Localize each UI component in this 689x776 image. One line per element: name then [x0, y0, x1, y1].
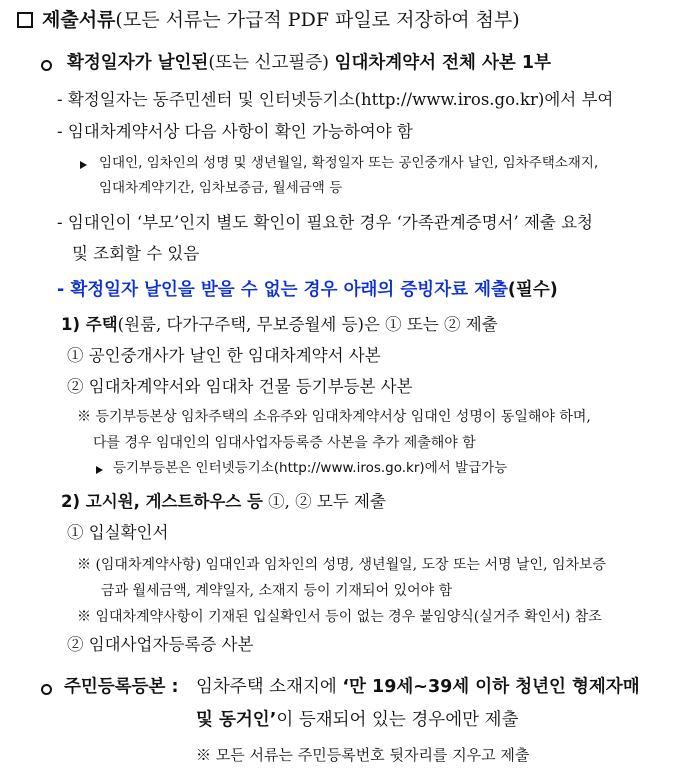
required-evidence-notice: - 확정일자 날인을 받을 수 없는 경우 아래의 증빙자료 제출	[57, 280, 508, 300]
document-title	[42, 9, 520, 33]
option-1: ① 공인중개사가 날인 한 임대차계약서 사본	[67, 346, 381, 365]
section2-line-1	[196, 677, 640, 699]
note-line-3: ※ 임대차계약사항이 기재된 입실확인서 등이 없는 경우 붙임양식(실거주 확인서) 참조	[77, 609, 602, 625]
bullet-line-1: 임대인, 임차인의 성명 및 생년월일, 확정일자 또는 공인중개사 날인, 임차주택소재지,	[99, 155, 599, 171]
option-4: ② 임대사업자등록증 사본	[67, 635, 254, 654]
note-line-2: ※ (임대차계약사항) 임대인과 임차인의 성명, 생년월일, 도장 또는 서명 날인, 임차보증	[77, 557, 607, 573]
subheading-2-bold: 2) 고시원, 게스트하우스 등	[61, 492, 263, 511]
option-2: ② 임대차계약서와 임대차 건물 등기부등본 사본	[67, 377, 413, 396]
title-bold: 제출서류	[42, 9, 116, 31]
detail-line-3-cont: 및 조회할 수 있음	[72, 244, 200, 263]
subheading-1	[61, 315, 498, 336]
detail-line-4	[57, 280, 558, 302]
section2-line-1-pre: 임차주택 소재지에	[196, 677, 343, 697]
subheading-1-rest: (원룸, 다가구주택, 무보증월세 등)은 ① 또는 ② 제출	[117, 315, 498, 334]
registry-bullet: 등기부등본은 인터넷등기소(http://www.iros.go.kr)에서 발급가능	[113, 460, 508, 476]
note-line-1: ※ 등기부등본상 임차주택의 소유주와 임대차계약서상 임대인 성명이 동일해야 하며,	[77, 409, 591, 425]
bullet-line-2: 임대차계약기간, 임차보증금, 월세금액 등	[99, 180, 343, 196]
required-tag: (필수)	[507, 280, 558, 300]
detail-line-2: - 임대차계약서상 다음 사항이 확인 가능하여야 함	[57, 122, 413, 141]
triangle-bullet-icon	[96, 466, 103, 474]
subheading-2	[61, 492, 386, 513]
section1-heading-paren: (또는 신고필증)	[208, 53, 329, 73]
section1-heading	[67, 53, 551, 75]
title-rest: (모든 서류는 가급적 PDF 파일로 저장하여 첨부)	[115, 9, 520, 31]
option-3: ① 입실확인서	[67, 523, 169, 542]
checkbox-icon	[17, 12, 33, 28]
section2-note: ※ 모든 서류는 주민등록번호 뒷자리를 지우고 제출	[196, 746, 530, 764]
detail-line-1: - 확정일자는 동주민센터 및 인터넷등기소(http://www.iros.go.kr)에서 부여	[57, 90, 614, 109]
section2-line-2-rest: 이 등재되어 있는 경우에만 제출	[276, 710, 519, 730]
note-line-1-cont: 다를 경우 임대인의 임대사업자등록증 사본을 추가 제출해야 함	[93, 435, 476, 451]
detail-line-3: - 임대인이 ‘부모’인지 별도 확인이 필요한 경우 ‘가족관계증명서’ 제출 요청	[57, 213, 593, 232]
section2-line-1-bold: ‘만 19세~39세 이하 청년인 형제자매	[342, 677, 640, 697]
subheading-1-bold: 1) 주택	[61, 315, 118, 334]
section1-heading-bold: 확정일자가 날인된	[67, 53, 209, 73]
circle-bullet-icon	[41, 684, 52, 695]
section2-line-2	[196, 710, 518, 732]
triangle-bullet-icon	[80, 161, 87, 169]
note-line-2-cont: 금과 월세금액, 계약일자, 소재지 등이 기재되어 있어야 함	[101, 583, 453, 599]
subheading-2-rest: ①, ② 모두 제출	[262, 492, 386, 511]
section2-line-2-bold: 및 동거인’	[196, 710, 277, 730]
circle-bullet-icon	[41, 60, 52, 71]
section2-label: 주민등록등본 :	[64, 677, 179, 697]
section1-heading-tail: 임대차계약서 전체 사본 1부	[334, 53, 551, 73]
